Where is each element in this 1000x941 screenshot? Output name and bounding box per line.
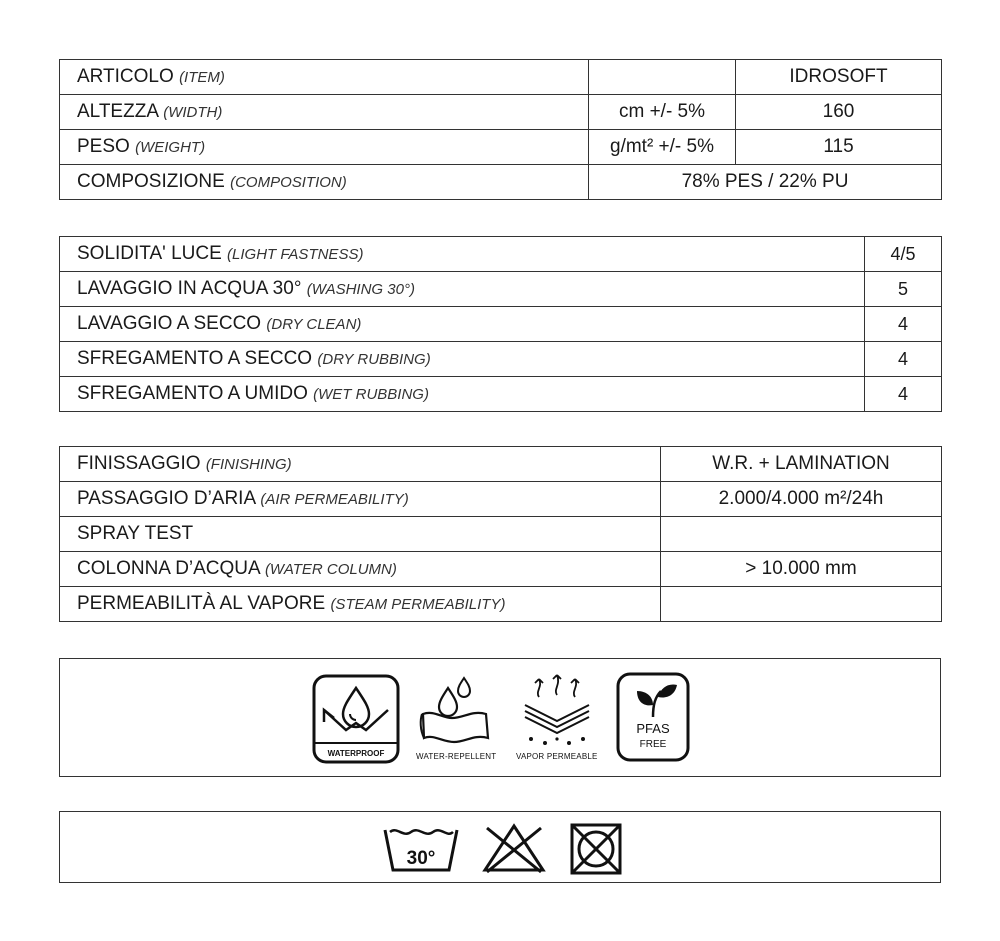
table-row [60,130,942,165]
vapor-permeable-label: VAPOR PERMEABLE [516,752,598,761]
waterproof-badge [312,674,400,764]
spec-label: SPRAY TEST [60,517,661,552]
water-repellent-label: WATER-REPELLENT [416,752,497,761]
spec-label: COLONNA D’ACQUA (WATER COLUMN) [60,552,661,587]
table-row [60,95,942,130]
spec-label: COMPOSIZIONE (COMPOSITION) [60,165,589,200]
vapor-permeable-badge [516,671,598,761]
table-row [60,552,942,587]
spec-label: PASSAGGIO D’ARIA (AIR PERMEABILITY) [60,482,661,517]
wash-30-icon [383,822,459,874]
spec-label: PESO (WEIGHT) [60,130,589,165]
table-row [60,342,942,377]
spec-unit: cm +/- 5% [589,95,736,130]
fastness-table [59,236,942,412]
properties-panel [59,658,941,777]
spec-label: FINISSAGGIO (FINISHING) [60,447,661,482]
spec-label: PERMEABILITÀ AL VAPORE (STEAM PERMEABILITY) [60,587,661,622]
spec-label: LAVAGGIO IN ACQUA 30° (WASHING 30°) [60,272,865,307]
spec-value: > 10.000 mm [661,552,942,587]
spec-value: IDROSOFT [736,60,942,95]
spec-label: ARTICOLO (ITEM) [60,60,589,95]
spec-label: ALTEZZA (WIDTH) [60,95,589,130]
spec-value: 4 [865,307,942,342]
do-not-tumble-dry-icon [569,822,623,876]
spec-value [661,587,942,622]
pfas-free-badge [615,671,691,763]
wash-temp-label: 30° [406,848,436,869]
table-row [60,447,942,482]
table-row [60,307,942,342]
waterproof-icon [312,674,400,764]
spec-label: LAVAGGIO A SECCO (DRY CLEAN) [60,307,865,342]
spec-unit: g/mt² +/- 5% [589,130,736,165]
water-repellent-icon [416,674,496,748]
table-row [60,237,942,272]
spec-value [661,517,942,552]
waterproof-label: WATERPROOF [327,749,385,758]
pfas-label: PFAS [636,721,670,736]
spec-value: 4 [865,342,942,377]
table-row [60,272,942,307]
care-symbols-panel [59,811,941,883]
water-repellent-badge [416,674,496,761]
vapor-permeable-icon [517,671,597,748]
do-not-bleach-icon [481,822,547,874]
table-row [60,377,942,412]
table-row [60,482,942,517]
table-row [60,587,942,622]
general-spec-table [59,59,942,200]
spec-value: 4 [865,377,942,412]
spec-value: 5 [865,272,942,307]
spec-label: SOLIDITA' LUCE (LIGHT FASTNESS) [60,237,865,272]
spec-label: SFREGAMENTO A UMIDO (WET RUBBING) [60,377,865,412]
spec-unit [589,60,736,95]
table-row [60,165,942,200]
performance-table [59,446,942,622]
pfas-free-icon [615,671,691,763]
spec-value: W.R. + LAMINATION [661,447,942,482]
table-row [60,60,942,95]
spec-value: 160 [736,95,942,130]
table-row [60,517,942,552]
spec-value: 78% PES / 22% PU [589,165,942,200]
spec-value: 115 [736,130,942,165]
spec-value: 4/5 [865,237,942,272]
pfas-free-label: FREE [639,739,667,750]
spec-value: 2.000/4.000 m²/24h [661,482,942,517]
spec-label: SFREGAMENTO A SECCO (DRY RUBBING) [60,342,865,377]
